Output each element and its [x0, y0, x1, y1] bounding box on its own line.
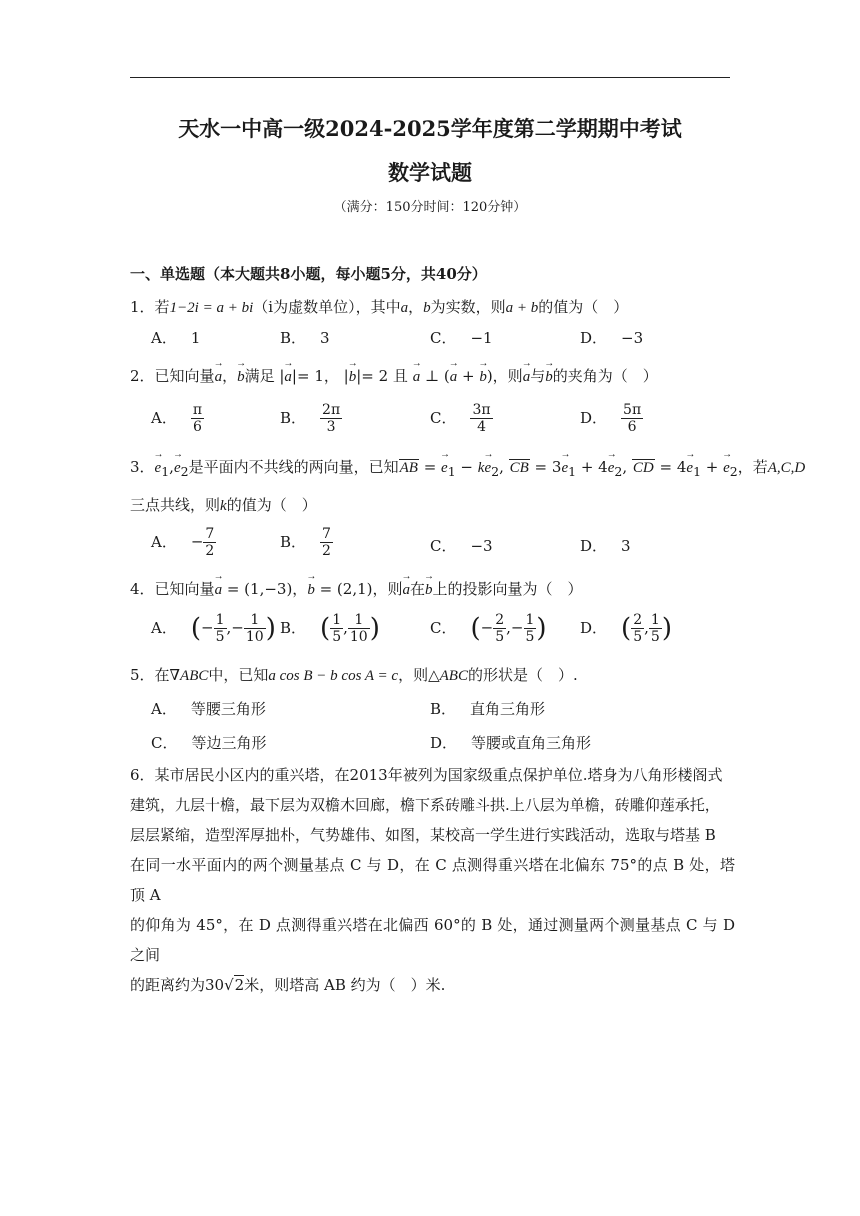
q6-line: 的仰角为 45°，在 D 点测得重兴塔在北偏西 60°的 B 处，通过测量两个测量基点 C 与 D 之间 [130, 916, 735, 964]
question-3: 3．→ $e_1,\to e_2$是平面内不共线的两向量，已知AB = → $e_1 - k\to e_2$, CB = $3\to e_1 + 4\to e_2$, CD = $4\to e_1$ + → $e_2$，若A,C,D [130, 456, 805, 479]
question-4: 4．已知向量→ a = (1,−3)，→ b = (2,1)，则→ a在→ b上的投影向量为（ ） [130, 578, 583, 599]
exam-subject: 数学试题 [388, 160, 472, 185]
q1-number: 1． [130, 298, 155, 316]
q2-option-c[interactable]: C． $\frac{3\pi}{4}$ [430, 402, 491, 436]
q6-line: 在同一水平面内的两个测量基点 C 与 D，在 C 点测得重兴塔在北偏东 75°的点 B 处，塔顶 A [130, 856, 735, 904]
q5-option-d[interactable]: D． 等腰或直角三角形 [430, 734, 592, 752]
question-5: 5．在∇ABC中，已知a cos B − b cos A = c，则△ABC的形状是（ ）. [130, 666, 578, 684]
q6-line: 建筑，九层十檐，最下层为双檐木回廊，檐下系砖雕斗拱.上八层为单檐，砖雕仰莲承托， [130, 796, 720, 814]
question-1: 1．若1−2i = a + bi（i为虚数单位），其中a，b为实数，则a + b的值为（ ） [130, 298, 629, 316]
q2-option-b-fraction: $\frac{2\pi}{3}$ [322, 402, 341, 436]
q5-number: 5． [130, 666, 155, 684]
q3-option-b-fraction: $\frac{7}{2}$ [322, 526, 331, 560]
q5-option-c[interactable]: C． 等边三角形 [151, 734, 267, 752]
q2-option-d-fraction: $\frac{5\pi}{6}$ [623, 402, 642, 436]
q3-option-d[interactable]: D． 3 [580, 537, 631, 555]
q1-option-d[interactable]: D． −3 [580, 329, 644, 347]
header-rule [130, 77, 730, 78]
q2-number: 2． [130, 367, 155, 385]
q2-option-d[interactable]: D． $\frac{5\pi}{6}$ [580, 402, 642, 436]
q5-option-a[interactable]: A． 等腰三角形 [151, 700, 266, 718]
q2-option-c-fraction: $\frac{3\pi}{4}$ [472, 402, 491, 436]
question-3-line-2: 三点共线，则k的值为（ ） [130, 496, 317, 514]
q4-option-d[interactable]: D． ( $\frac{2}{5}$ , $\frac{1}{5}$ ) [580, 612, 672, 646]
q1-expression: 1−2i = a + bi [169, 300, 254, 316]
q6-line: 的距离约为30√2米，则塔高 AB 约为（ ）米. [130, 976, 446, 994]
q4-option-c[interactable]: C． (− $\frac{2}{5}$ ,− $\frac{1}{5}$ ) [430, 612, 547, 646]
q3-option-a-fraction: $\frac{7}{2}$ [205, 526, 215, 560]
q1-option-b[interactable]: B． 3 [280, 329, 330, 347]
q2-option-a[interactable]: A． $\frac{\pi}{6}$ [151, 402, 203, 436]
q1-option-a[interactable]: A． 1 [151, 329, 201, 347]
exam-info: （满分：150分时间：120分钟） [333, 200, 527, 215]
q2-option-a-fraction: $\frac{\pi}{6}$ [192, 402, 203, 436]
question-6 [130, 760, 735, 1000]
q6-line: 层层紧缩，造型浑厚拙朴，气势雄伟、如图，某校高一学生进行实践活动，选取与塔基 B [130, 826, 716, 844]
q3-number: 3． [130, 458, 155, 476]
q3-option-b[interactable]: B． $\frac{7}{2}$ [280, 526, 331, 560]
question-2: 2．已知向量→ a，→ b满足 |→ a|= 1， |→ b|= 2 且 → a ⊥ (→ a + → b)，则→ a与→ b的夹角为（ ） [130, 365, 658, 386]
q1-option-c[interactable]: C． −1 [430, 329, 493, 347]
exam-title: 天水一中高一级2024-2025学年度第二学期期中考试 [178, 116, 682, 141]
section-heading: 一、单选题（本大题共8小题，每小题5分，共40分） [130, 265, 487, 283]
q2-option-b[interactable]: B． $\frac{2\pi}{3}$ [280, 402, 341, 436]
q6-line: 6．某市居民小区内的重兴塔，在2013年被列为国家级重点保护单位.塔身为八角形楼阁式 [130, 766, 723, 784]
q3-option-c[interactable]: C． −3 [430, 537, 493, 555]
q4-number: 4． [130, 580, 155, 598]
q3-option-a[interactable]: A． − $\frac{7}{2}$ [151, 526, 215, 560]
q4-option-b[interactable]: B． ( $\frac{1}{5}$ , $\frac{1}{10}$ ) [280, 612, 380, 646]
q5-option-b[interactable]: B． 直角三角形 [430, 700, 546, 718]
q4-option-a[interactable]: A． (− $\frac{1}{5}$ ,− $\frac{1}{10}$ ) [151, 612, 276, 646]
